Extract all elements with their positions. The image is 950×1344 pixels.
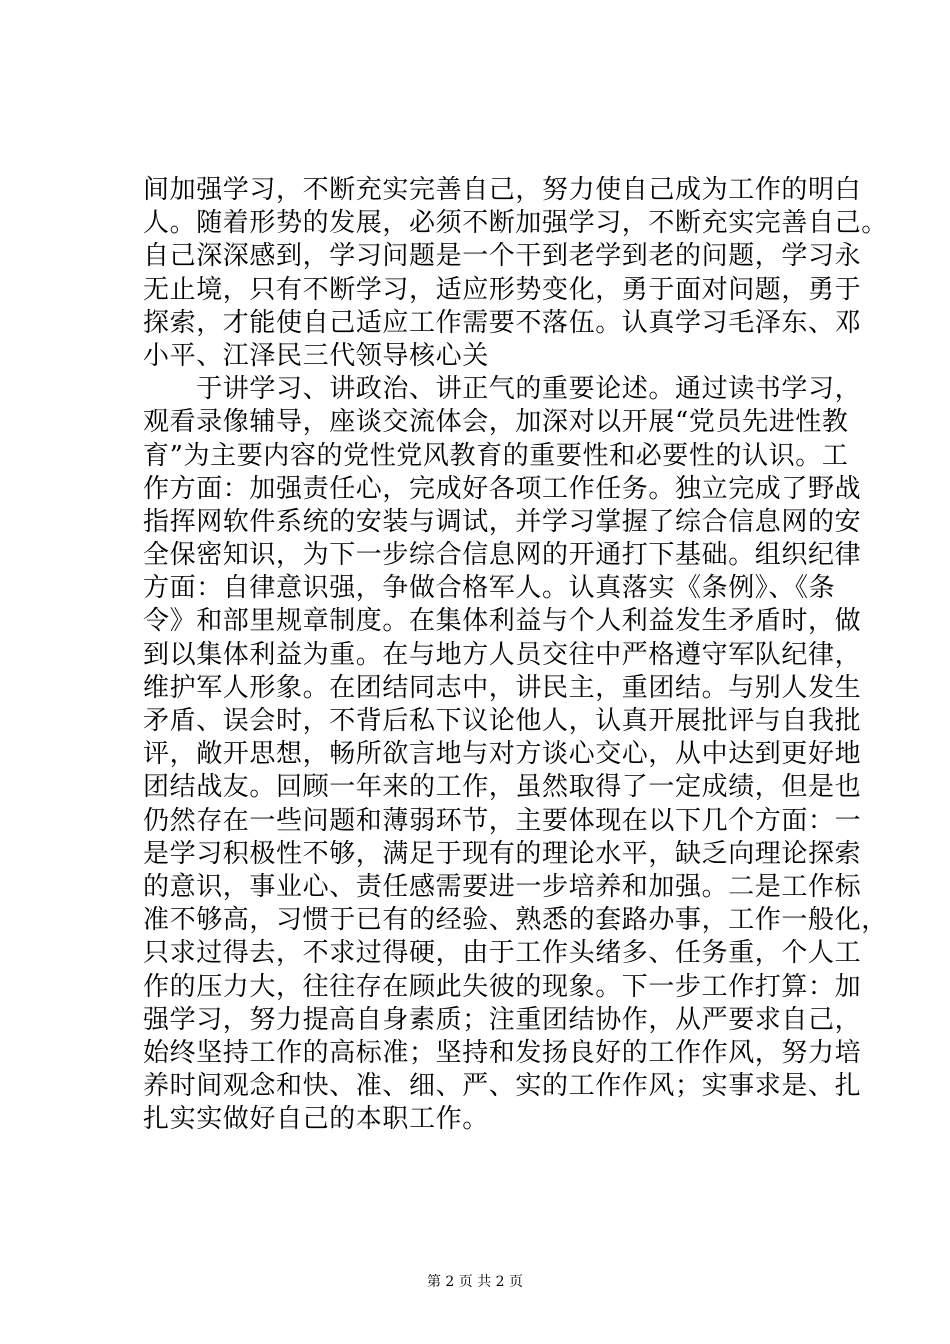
text-line: 作方面：加强责任心，完成好各项工作任务。独立完成了野战 [143, 473, 862, 504]
text-line: 评，敞开思想，畅所欲言地与对方谈心交心，从中达到更好地 [143, 739, 862, 770]
page-number-footer: 第 2 页 共 2 页 [426, 1274, 524, 1290]
text-line: 维护军人形象。在团结同志中，讲民主，重团结。与别人发生 [143, 672, 862, 703]
text-line: 无止境，只有不断学习，适应形势变化，勇于面对问题，勇于 [143, 274, 862, 305]
text-line: 于讲学习、讲政治、讲正气的重要论述。通过读书学习， [143, 374, 862, 405]
text-line: 扎实实做好自己的本职工作。 [143, 1104, 489, 1135]
text-line: 强学习，努力提高自身素质；注重团结协作，从严要求自己， [143, 1004, 862, 1035]
text-line: 观看录像辅导，座谈交流体会，加深对以开展“党员先进性教 [143, 407, 849, 438]
text-line: 小平、江泽民三代领导核心关 [143, 340, 489, 371]
text-line: 指挥网软件系统的安装与调试，并学习掌握了综合信息网的安 [143, 506, 862, 537]
text-line: 作的压力大，往往存在顾此失彼的现象。下一步工作打算：加 [143, 971, 862, 1002]
text-line: 到以集体利益为重。在与地方人员交往中严格遵守军队纪律， [143, 639, 862, 670]
text-line: 探索，才能使自己适应工作需要不落伍。认真学习毛泽东、邓 [143, 307, 862, 338]
text-line: 团结战友。回顾一年来的工作，虽然取得了一定成绩，但是也 [143, 772, 862, 803]
text-line: 准不够高，习惯于已有的经验、熟悉的套路办事，工作一般化， [143, 905, 888, 936]
text-line: 全保密知识，为下一步综合信息网的开通打下基础。组织纪律 [143, 540, 862, 571]
text-line: 人。随着形势的发展，必须不断加强学习，不断充实完善自己。 [143, 208, 888, 239]
text-line: 的意识，事业心、责任感需要进一步培养和加强。二是工作标 [143, 871, 862, 902]
text-line: 方面：自律意识强，争做合格军人。认真落实《条例》、《条 [143, 573, 836, 604]
text-line: 是学习积极性不够，满足于现有的理论水平，缺乏向理论探索 [143, 838, 862, 869]
text-line: 仍然存在一些问题和薄弱环节，主要体现在以下几个方面：一 [143, 805, 862, 836]
text-line: 只求过得去，不求过得硬，由于工作头绪多、任务重，个人工 [143, 938, 862, 969]
text-line: 令》和部里规章制度。在集体利益与个人利益发生矛盾时，做 [143, 606, 862, 637]
text-line: 育”为主要内容的党性党风教育的重要性和必要性的认识。工 [143, 440, 849, 471]
text-line: 自己深深感到，学习问题是一个干到老学到老的问题，学习永 [143, 241, 862, 272]
document-body [143, 174, 888, 1136]
text-line: 间加强学习，不断充实完善自己，努力使自己成为工作的明白 [143, 175, 862, 205]
text-line: 养时间观念和快、准、细、严、实的工作作风；实事求是、扎 [143, 1071, 862, 1102]
text-line: 始终坚持工作的高标准；坚持和发扬良好的工作作风，努力培 [143, 1037, 862, 1068]
text-line: 矛盾、误会时，不背后私下议论他人，认真开展批评与自我批 [143, 706, 862, 736]
